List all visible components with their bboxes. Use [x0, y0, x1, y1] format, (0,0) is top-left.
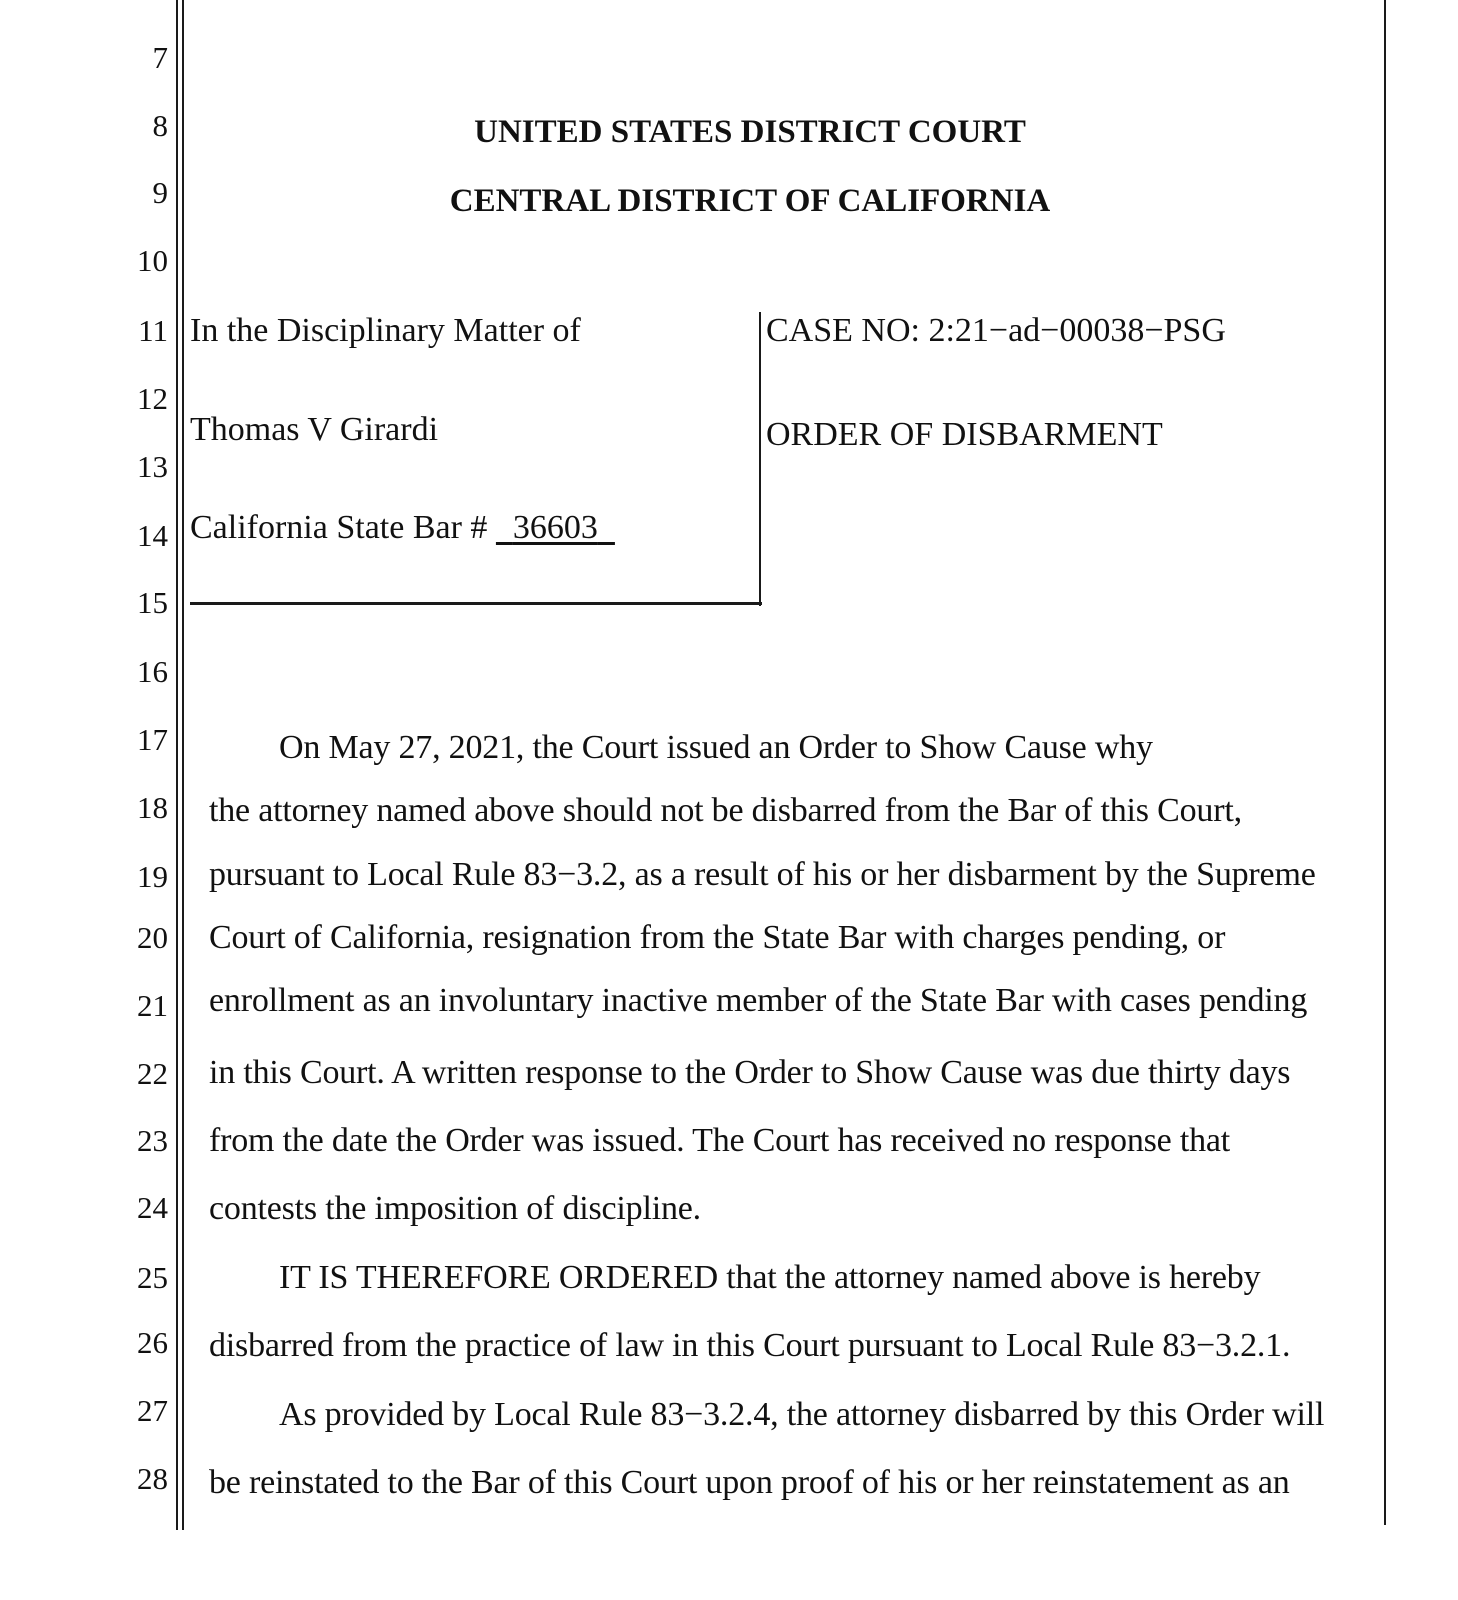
- left-margin-rule-1: [176, 0, 178, 1530]
- line-number: 26: [137, 1325, 168, 1360]
- line-number: 27: [137, 1393, 168, 1428]
- court-name: UNITED STATES DISTRICT COURT: [474, 114, 1026, 150]
- caption-bottom-rule: [190, 602, 762, 605]
- right-margin-rule: [1384, 0, 1386, 1525]
- line-number: 18: [137, 790, 168, 825]
- line-number: 19: [137, 859, 168, 894]
- line-number: 24: [137, 1190, 168, 1225]
- body-line: Court of California, resignation from the State Bar with charges pending, or: [209, 919, 1226, 956]
- matter-label: In the Disciplinary Matter of: [190, 312, 581, 349]
- body-line: contests the imposition of discipline.: [209, 1190, 701, 1227]
- respondent-name: Thomas V Girardi: [190, 411, 439, 448]
- bar-number-label: California State Bar #: [190, 509, 488, 546]
- bar-number-line: [190, 508, 615, 548]
- line-number: 12: [137, 381, 168, 416]
- line-number: 23: [137, 1123, 168, 1158]
- line-number: 25: [137, 1260, 168, 1295]
- line-number: 11: [138, 313, 168, 348]
- line-number: 22: [137, 1056, 168, 1091]
- bar-number: 36603: [512, 509, 598, 546]
- body-line: from the date the Order was issued. The Court has received no response that: [209, 1122, 1231, 1159]
- body-line: As provided by Local Rule 83−3.2.4, the attorney disbarred by this Order will: [279, 1396, 1325, 1433]
- body-line: pursuant to Local Rule 83−3.2, as a result of his or her disbarment by the Supreme: [209, 856, 1316, 893]
- line-number: 21: [137, 988, 168, 1023]
- body-line: in this Court. A written response to the Order to Show Cause was due thirty days: [209, 1054, 1291, 1091]
- line-number: 10: [137, 243, 168, 278]
- line-number: 16: [137, 654, 168, 689]
- case-number: CASE NO: 2:21−ad−00038−PSG: [766, 312, 1226, 349]
- line-number: 7: [152, 40, 168, 75]
- body-line: enrollment as an involuntary inactive member of the State Bar with cases pending: [209, 982, 1308, 1019]
- body-line: be reinstated to the Bar of this Court upon proof of his or her reinstatement as an: [209, 1464, 1290, 1501]
- body-line: IT IS THEREFORE ORDERED that the attorney named above is hereby: [279, 1259, 1261, 1296]
- left-margin-rule-2: [182, 0, 184, 1530]
- body-line: On May 27, 2021, the Court issued an Order to Show Cause why: [279, 729, 1153, 766]
- court-district: CENTRAL DISTRICT OF CALIFORNIA: [449, 183, 1051, 219]
- line-number: 20: [137, 920, 168, 955]
- line-number: 28: [137, 1461, 168, 1496]
- line-number: 9: [152, 175, 168, 210]
- line-number: 13: [137, 449, 168, 484]
- document-title: ORDER OF DISBARMENT: [766, 416, 1163, 453]
- body-line: the attorney named above should not be disbarred from the Bar of this Court,: [209, 792, 1242, 829]
- line-number: 17: [137, 722, 168, 757]
- line-number: 14: [137, 518, 168, 553]
- line-number: 8: [152, 108, 168, 143]
- body-line: disbarred from the practice of law in this Court pursuant to Local Rule 83−3.2.1.: [209, 1327, 1291, 1364]
- line-number: 15: [137, 585, 168, 620]
- caption-divider: [759, 312, 761, 606]
